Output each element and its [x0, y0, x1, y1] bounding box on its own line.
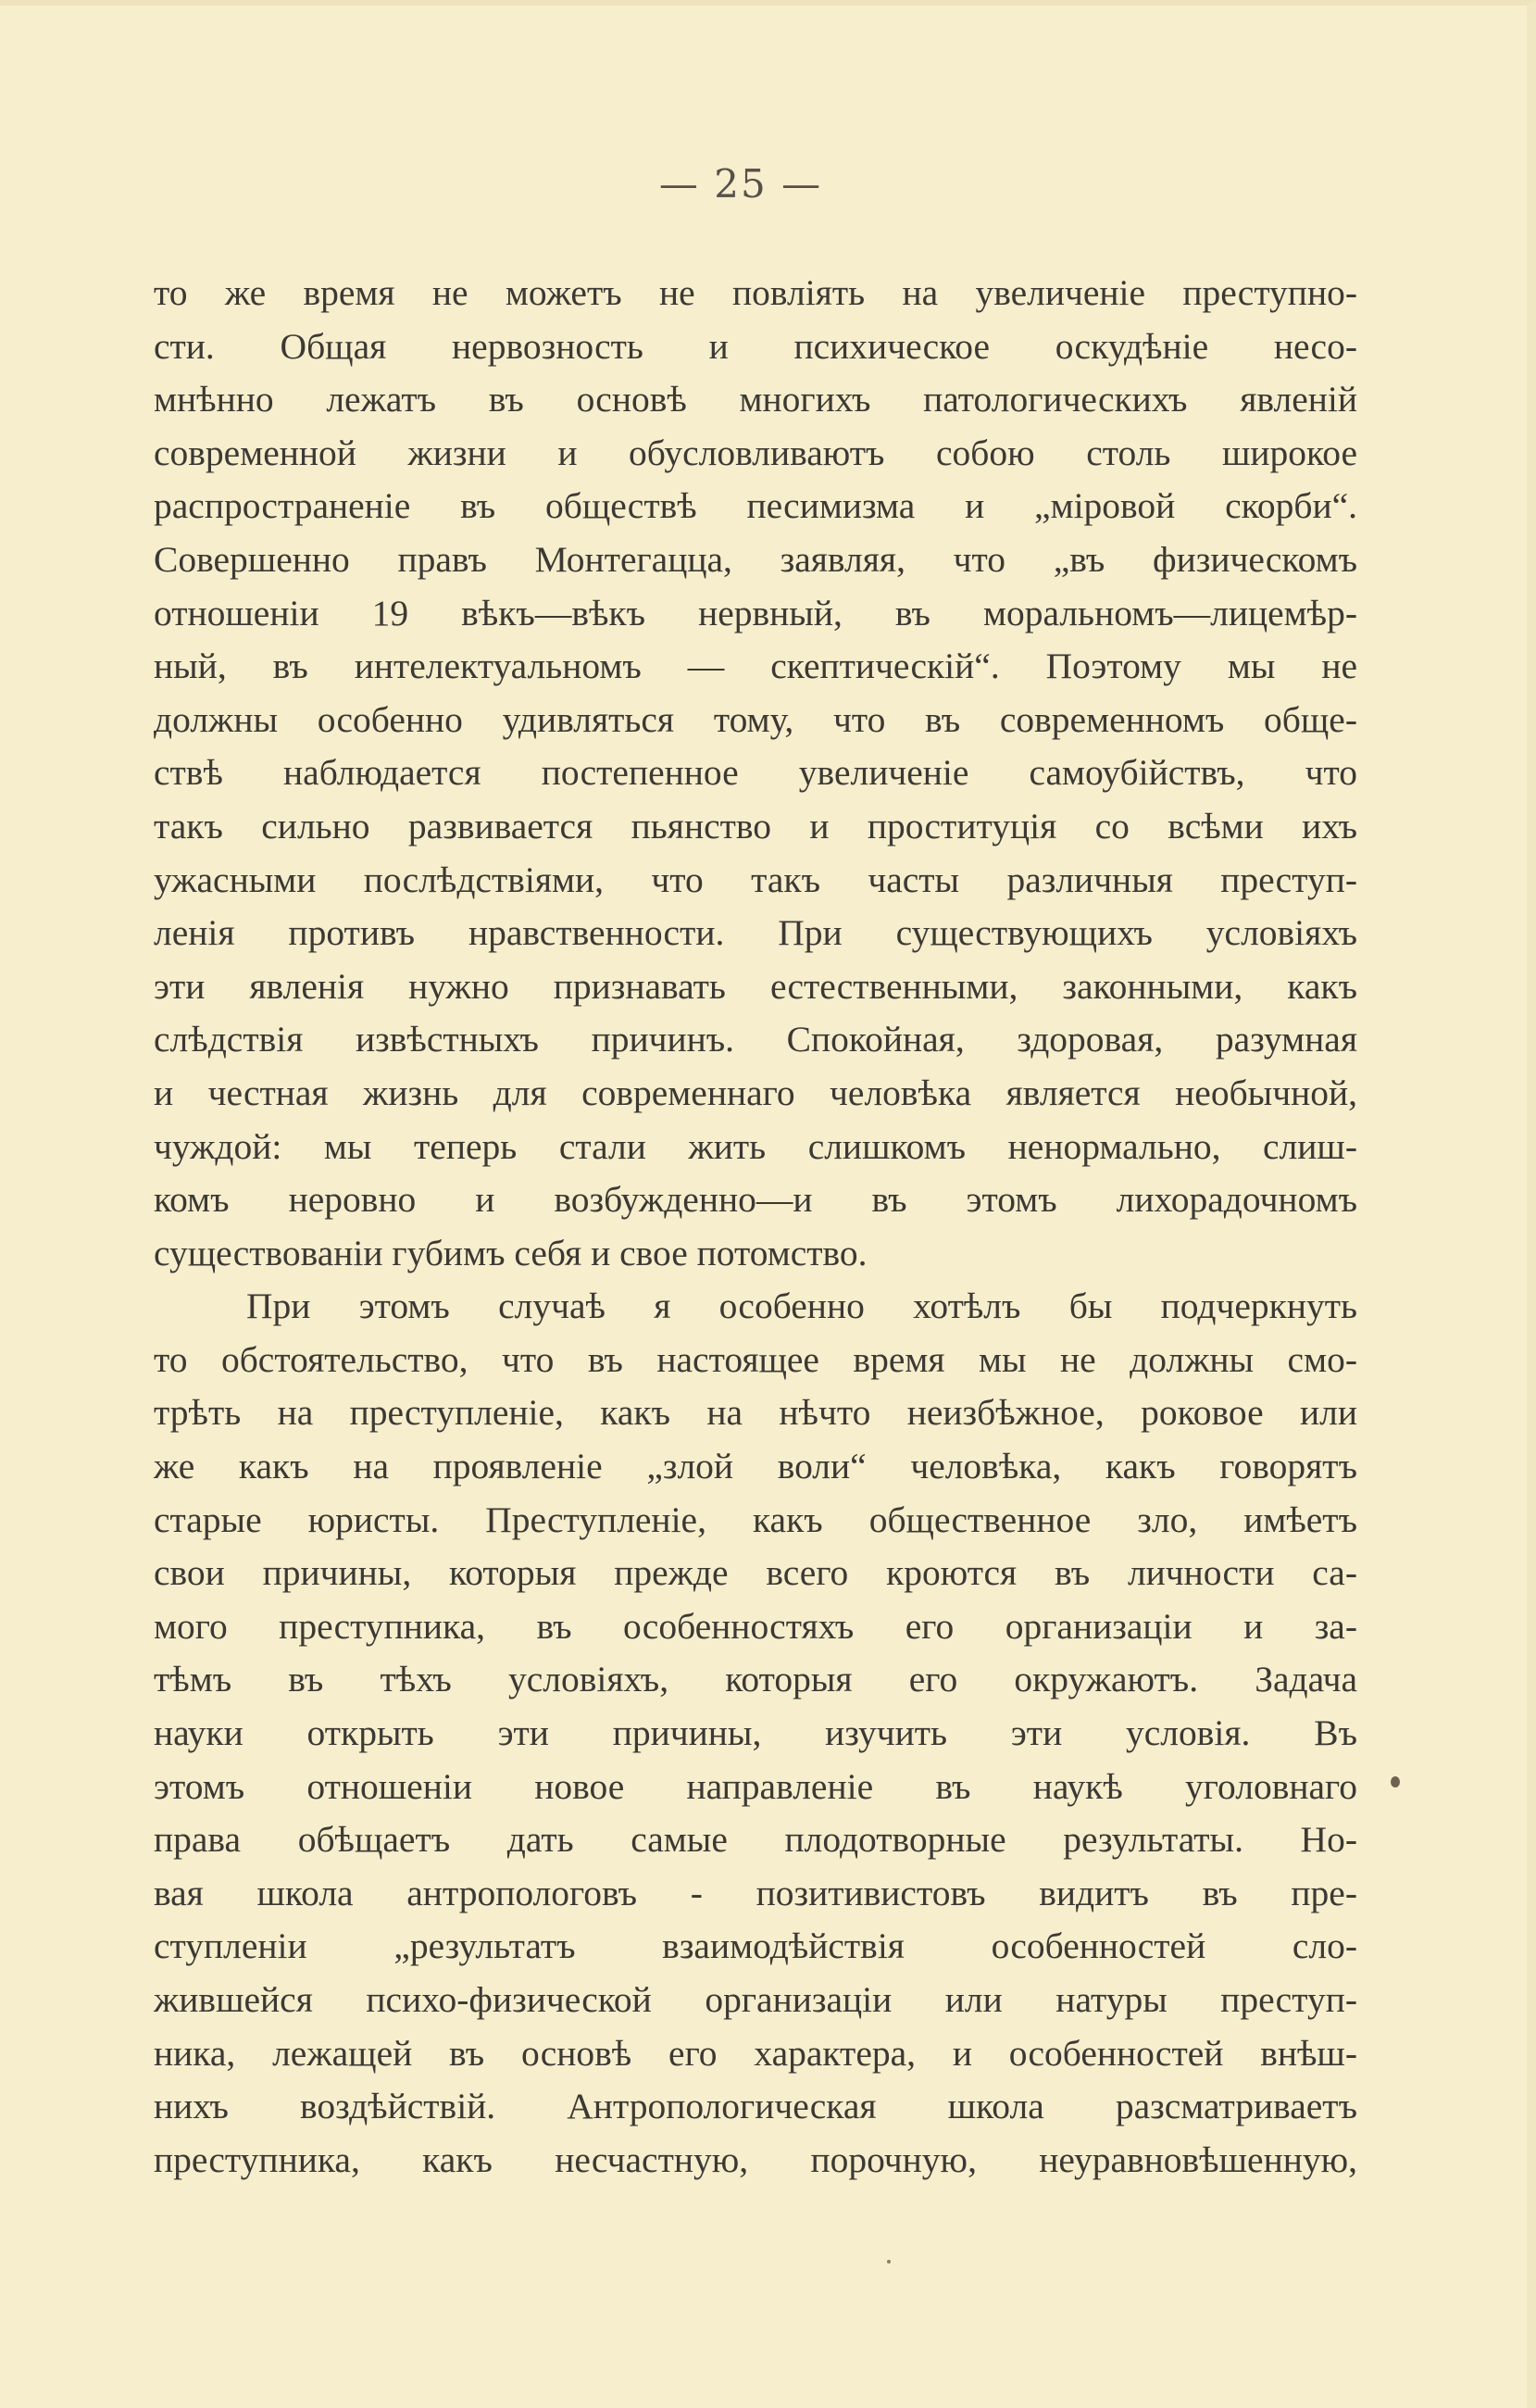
text-line: существованіи губимъ себя и свое потомство. [154, 1232, 868, 1273]
ink-stain [1391, 1776, 1400, 1787]
text-line: мнѣнно лежатъ въ основѣ многихъ патологическихъ явленій [154, 379, 1357, 420]
text-line: Совершенно правъ Монтегацца, заявляя, что „въ физическомъ [154, 538, 1357, 580]
text-line: то обстоятельство, что въ настоящее время мы не должны смо- [154, 1338, 1357, 1380]
text-line: комъ неровно и возбужденно—и въ этомъ лихорадочномъ [154, 1179, 1357, 1221]
text-line: При этомъ случаѣ я особенно хотѣлъ бы подчеркнуть [246, 1286, 1357, 1327]
text-line: ный, въ интелектуальномъ — скептическій“. Поэтому мы не [154, 646, 1357, 687]
text-line: мого преступника, въ особенностяхъ его организаціи и за- [154, 1605, 1357, 1647]
text-line: то же время не можетъ не повліять на увеличеніе преступно- [154, 272, 1357, 313]
text-line: нихъ воздѣйствій. Антропологическая школа разсматриваетъ [154, 2086, 1357, 2127]
text-line: сти. Общая нервозность и психическое оскудѣніе несо- [154, 325, 1357, 367]
text-line: жившейся психо-физической организаціи или натуры преступ- [154, 1979, 1357, 2020]
text-line: должны особенно удивляться тому, что въ современномъ обще- [154, 698, 1357, 740]
text-line: права обѣщаетъ дать самые плодотворные результаты. Но- [154, 1819, 1357, 1861]
text-line: эти явленія нужно признавать естественными, законными, какъ [154, 965, 1357, 1007]
text-line: ствѣ наблюдается постепенное увеличеніе самоубійствъ, что [154, 752, 1357, 794]
text-line: современной жизни и обусловливаютъ собою столь широкое [154, 432, 1357, 473]
text-line: и честная жизнь для современнаго человѣка является необычной, [154, 1072, 1357, 1113]
paragraph-1 [154, 267, 1357, 1280]
text-line: ужасными послѣдствіями, что такъ часты различныя преступ- [154, 859, 1357, 900]
text-line: такъ сильно развивается пьянство и проституція со всѣми ихъ [154, 805, 1357, 847]
text-line: свои причины, которыя прежде всего кроются въ личности са- [154, 1552, 1357, 1594]
text-line: отношеніи 19 вѣкъ—вѣкъ нервный, въ моральномъ—лицемѣр- [154, 592, 1357, 633]
paragraph-2 [154, 1280, 1357, 2187]
text-line: слѣдствія извѣстныхъ причинъ. Спокойная, здоровая, разумная [154, 1019, 1357, 1060]
text-line: преступника, какъ несчастную, порочную, неуравновѣшенную, [154, 2138, 1357, 2180]
text-line: вая школа антропологовъ - позитивистовъ видитъ въ пре- [154, 1872, 1357, 1913]
text-line: тѣмъ въ тѣхъ условіяхъ, которыя его окружаютъ. Задача [154, 1659, 1357, 1700]
text-line: трѣть на преступленіе, какъ на нѣчто неизбѣжное, роковое или [154, 1392, 1357, 1434]
text-line: ника, лежащей въ основѣ его характера, и особенностей внѣш- [154, 2032, 1357, 2074]
text-line: чуждой: мы теперь стали жить слишкомъ ненормально, слиш- [154, 1125, 1357, 1167]
page-number-header: — 25 — [658, 161, 823, 207]
text-line: распространеніе въ обществѣ песимизма и „міровой скорби“. [154, 485, 1357, 527]
text-line: науки открыть эти причины, изучить эти условія. Въ [154, 1712, 1357, 1754]
text-line: ленія противъ нравственности. При существующихъ условіяхъ [154, 912, 1357, 954]
body-text [154, 267, 1357, 2187]
text-line: старые юристы. Преступленіе, какъ общественное зло, имѣетъ [154, 1499, 1357, 1540]
text-line: ступленіи „результатъ взаимодѣйствія особенностей сло- [154, 1925, 1357, 1967]
paper-speck [887, 2260, 891, 2264]
text-line: же какъ на проявленіе „злой воли“ человѣка, какъ говорятъ [154, 1446, 1357, 1487]
text-line: этомъ отношеніи новое направленіе въ наукѣ уголовнаго [154, 1765, 1357, 1807]
